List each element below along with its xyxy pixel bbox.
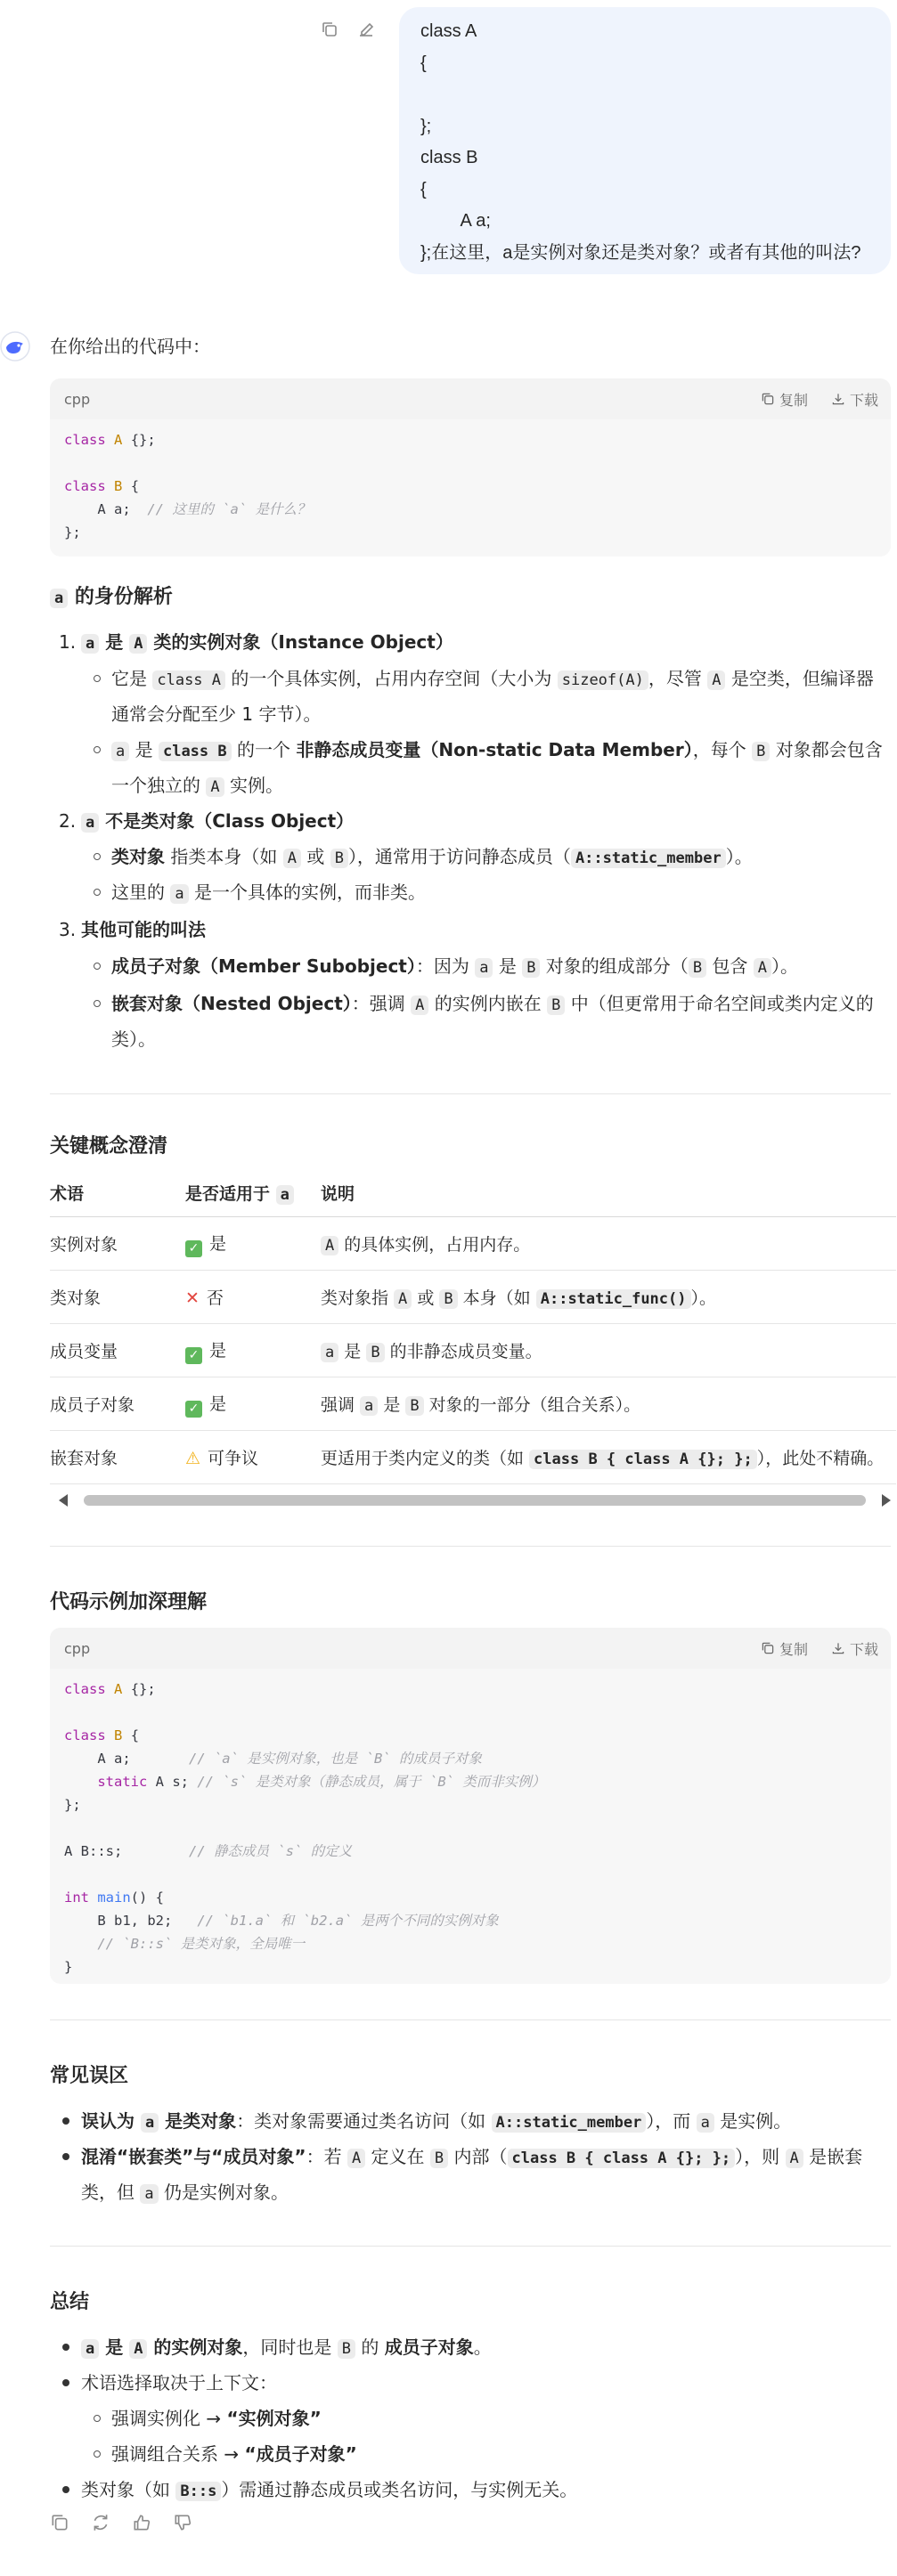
- section-heading-identity: a 的身份解析: [50, 581, 173, 609]
- list-bullet: [94, 963, 101, 970]
- divider: [50, 2019, 891, 2020]
- list-item: 这里的 a 是一个具体的实例，而非类。: [111, 882, 426, 903]
- list-bullet: [94, 2450, 101, 2458]
- list-item-title: a 是 A 类的实例对象（Instance Object）: [81, 625, 453, 661]
- download-code-button[interactable]: 下载: [831, 1638, 878, 1659]
- warning-icon: ⚠: [185, 1449, 201, 1468]
- thumbs-down-icon[interactable]: [173, 2513, 192, 2536]
- code-block: [50, 378, 891, 557]
- divider: [50, 1093, 891, 1094]
- list-bullet: [62, 2153, 69, 2160]
- list-bullet: [94, 889, 101, 896]
- assistant-avatar-icon: [0, 331, 30, 362]
- table-row: 成员子对象 ✓ 是 强调 a 是 B 对象的一部分（组合关系）。: [50, 1377, 896, 1431]
- list-bullet: [94, 853, 101, 860]
- assistant-intro: 在你给出的代码中：: [50, 336, 210, 357]
- code-block-header: [50, 1628, 891, 1669]
- message-actions: [50, 2513, 192, 2536]
- divider: [50, 1546, 891, 1547]
- list-item: 强调组合关系 → “成员子对象”: [111, 2443, 357, 2465]
- cross-icon: ✕: [185, 1288, 200, 1308]
- column-header: 是否适用于 a: [185, 1168, 321, 1217]
- copy-icon[interactable]: [320, 20, 339, 39]
- list-item: 类对象（如 B::s ）需通过静态成员或类名访问，与实例无关。: [81, 2479, 578, 2500]
- list-bullet: [94, 1000, 101, 1007]
- list-item-title: 其他可能的叫法: [81, 919, 206, 940]
- copy-icon: [761, 392, 775, 406]
- section-heading-pitfalls: 常见误区: [50, 2065, 129, 2087]
- section-heading-concepts: 关键概念澄清: [50, 1135, 168, 1158]
- list-item: 误认为 a 是类对象：类对象需要通过类名访问（如 A::static_member ），而 a 是实例。: [81, 2110, 792, 2132]
- code-block-header: [50, 378, 891, 419]
- list-bullet: [62, 2117, 69, 2125]
- list-bullet: [94, 746, 101, 753]
- user-message-bubble: [399, 7, 891, 274]
- scroll-right-icon[interactable]: [882, 1494, 891, 1507]
- download-icon: [831, 1641, 845, 1655]
- copy-icon[interactable]: [50, 2513, 69, 2536]
- list-number: 1.: [59, 631, 77, 653]
- code-content: class A {}; class B { A a; // `a` 是实例对象，也是 `B` 的成员子对象 static A s; // `s` 是类对象（静态成员，属于 `B` 类而非实例） }; A B::s; // 静态成员 `s` 的定义 int main() { B b1, b2; // `b1.a` 和 `b2.a` 是两个不同的实例对象 // `B::s` 是类对象，全局唯一 }: [64, 1681, 546, 1975]
- scroll-left-icon[interactable]: [59, 1494, 68, 1507]
- table-horizontal-scrollbar[interactable]: [59, 1489, 891, 1512]
- list-item: 类对象 指类本身（如 A 或 B ），通常用于访问静态成员（ A::static_member ）。: [111, 846, 753, 867]
- scrollbar-thumb[interactable]: [84, 1495, 866, 1506]
- copy-code-button[interactable]: 复制: [761, 389, 808, 410]
- code-content: class A {}; class B { A a; // 这里的 `a` 是什么？ };: [64, 432, 311, 540]
- list-number: 3.: [59, 919, 77, 940]
- check-icon: ✓: [185, 1347, 202, 1364]
- divider: [50, 2246, 891, 2247]
- table-row: 类对象 ✕ 否 类对象指 A 或 B 本身（如 A::static_func() ）。: [50, 1271, 896, 1324]
- list-bullet: [62, 2379, 69, 2386]
- copy-icon: [761, 1641, 775, 1655]
- edit-icon[interactable]: [356, 20, 376, 39]
- list-item: a 是 A 的实例对象，同时也是 B 的 成员子对象。: [81, 2330, 492, 2366]
- list-item: 成员子对象（Member Subobject）：因为 a 是 B 对象的组成部分（ B 包含 A ）。: [111, 955, 799, 977]
- list-item: a 是 class B 的一个 非静态成员变量（Non-static Data Member），每个 B 对象都会包含 一个独立的 A 实例。: [111, 739, 883, 796]
- check-icon: ✓: [185, 1401, 202, 1418]
- list-item: 强调实例化 → “实例对象”: [111, 2408, 322, 2429]
- table-row: 成员变量 ✓ 是 a 是 B 的非静态成员变量。: [50, 1324, 896, 1377]
- download-code-button[interactable]: 下载: [831, 389, 878, 410]
- list-item: 混淆“嵌套类”与“成员对象”：若 A 定义在 B 内部（ class B { class A {}; }; ），则 A 是嵌套 类，但 a 仍是实例对象。: [81, 2146, 863, 2203]
- code-language-label: cpp: [64, 390, 91, 408]
- column-header: 说明: [321, 1168, 896, 1217]
- list-item: 嵌套对象（Nested Object）：强调 A 的实例内嵌在 B 中（但更常用于命名空间或类内定义的 类）。: [111, 993, 874, 1050]
- list-number: 2.: [59, 810, 77, 832]
- thumbs-up-icon[interactable]: [132, 2513, 151, 2536]
- section-heading-example: 代码示例加深理解: [50, 1591, 208, 1613]
- table-row: 嵌套对象 ⚠ 可争议 更适用于类内定义的类（如 class B { class A {}; }; ），此处不精确。: [50, 1431, 896, 1484]
- list-bullet: [62, 2486, 69, 2493]
- concept-table: [50, 1168, 896, 1484]
- code-block: [50, 1628, 891, 1984]
- section-heading-summary: 总结: [50, 2291, 90, 2313]
- list-bullet: [94, 675, 101, 682]
- download-icon: [831, 392, 845, 406]
- list-item-title: a 不是类对象（Class Object）: [81, 804, 354, 840]
- regenerate-icon[interactable]: [91, 2513, 110, 2536]
- column-header: 术语: [50, 1168, 185, 1217]
- list-bullet: [62, 2344, 69, 2351]
- code-language-label: cpp: [64, 1639, 91, 1657]
- copy-code-button[interactable]: 复制: [761, 1638, 808, 1659]
- check-icon: ✓: [185, 1240, 202, 1257]
- user-message-text: class A { }; class B { A a; };在这里，a是实例对象还是类对象？或者有其他的叫法?: [420, 21, 861, 263]
- list-item: 它是 class A 的一个具体实例，占用内存空间（大小为 sizeof(A) ，尽管 A 是空类，但编译器 通常会分配至少 1 字节）。: [111, 668, 874, 725]
- list-item: 术语选择取决于上下文：: [81, 2372, 277, 2393]
- list-bullet: [94, 2415, 101, 2422]
- table-row: 实例对象 ✓ 是 A 的具体实例，占用内存。: [50, 1217, 896, 1271]
